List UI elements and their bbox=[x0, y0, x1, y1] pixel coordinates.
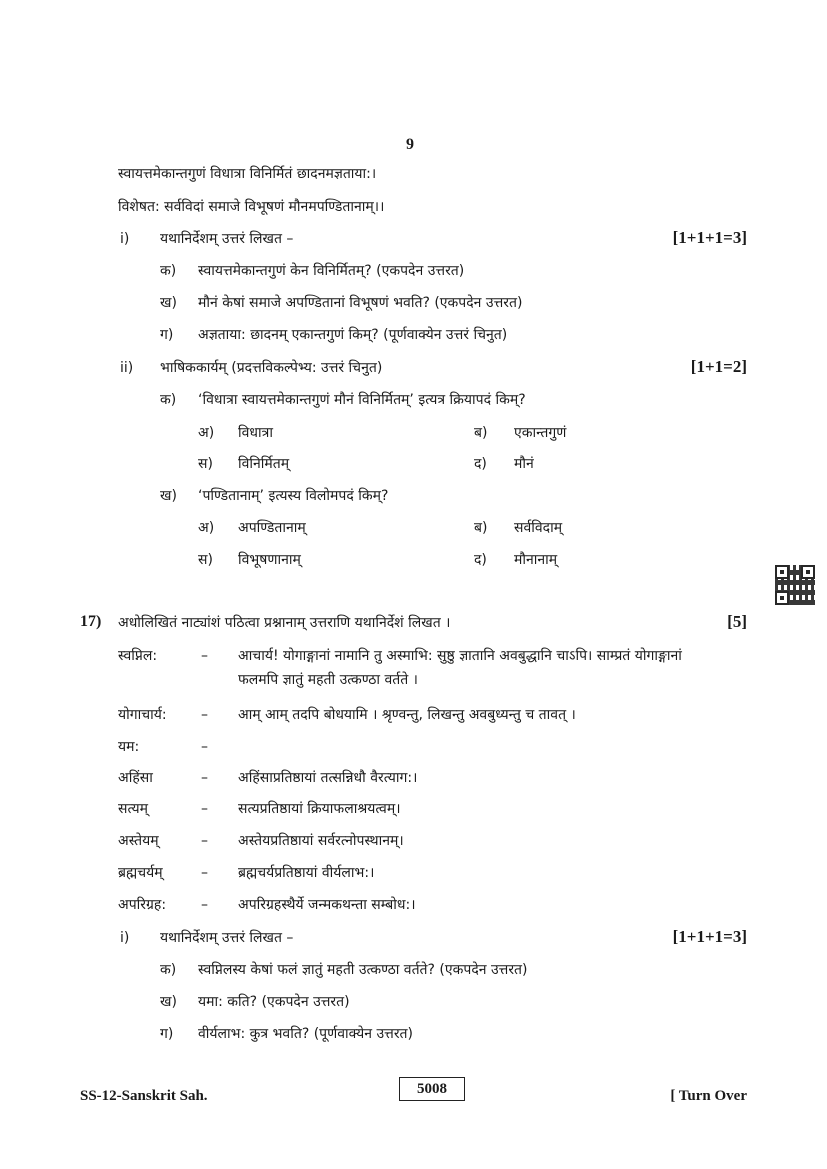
dialogue-speaker: योगाचार्य: bbox=[118, 707, 167, 723]
paper-code: SS-12-Sanskrit Sah. bbox=[80, 1088, 208, 1104]
dialogue-line: आचार्य! योगाङ्गानां नामानि तु अस्माभि: सुष्ठु ज्ञातानि अवबुद्धानि चाऽपि। साम्प्रतं योगाङ्गानां bbox=[238, 648, 682, 664]
dialogue-dash: – bbox=[201, 707, 208, 723]
option-text: विधात्रा bbox=[238, 425, 273, 441]
item-text: स्वप्निलस्य केषां फलं ज्ञातुं महती उत्कण्ठा वर्तते? (एकपदेन उत्तरत) bbox=[198, 962, 528, 978]
option-label: द) bbox=[474, 456, 487, 472]
dialogue-speaker: अपरिग्रह: bbox=[118, 897, 167, 913]
item-text: ‘पण्डितानाम्’ इत्यस्य विलोमपदं किम्? bbox=[198, 488, 389, 504]
item-label: क) bbox=[160, 962, 177, 978]
item-label: ख) bbox=[160, 994, 177, 1010]
dialogue-dash: – bbox=[201, 865, 208, 881]
dialogue-speaker: सत्यम् bbox=[118, 801, 149, 817]
item-text: मौनं केषां समाजे अपण्डितानां विभूषणं भवति? (एकपदेन उत्तरत) bbox=[198, 295, 523, 311]
option-label: अ) bbox=[198, 425, 215, 441]
option-label: ब) bbox=[474, 520, 488, 536]
dialogue-dash: – bbox=[201, 770, 208, 786]
dialogue-line: अहिंसाप्रतिष्ठायां तत्सन्निधौ वैरत्याग:। bbox=[238, 770, 418, 786]
item-label: क) bbox=[160, 263, 177, 279]
option-text: विभूषणानाम् bbox=[238, 552, 301, 568]
question-17-marks: [5] bbox=[727, 612, 747, 631]
subq-i-heading: यथानिर्देशम् उत्तरं लिखत – bbox=[160, 930, 294, 946]
dialogue-line: अस्तेयप्रतिष्ठायां सर्वरत्नोपस्थानम्। bbox=[238, 833, 404, 849]
item-text: वीर्यलाभ: कुत्र भवति? (पूर्णवाक्येन उत्तरत) bbox=[198, 1026, 413, 1042]
dialogue-speaker: अहिंसा bbox=[118, 770, 153, 786]
qr-code-icon bbox=[775, 565, 815, 605]
item-text: अज्ञताया: छादनम् एकान्तगुणं किम्? (पूर्णवाक्येन उत्तरं चिनुत) bbox=[198, 327, 508, 343]
dialogue-dash: – bbox=[201, 897, 208, 913]
subq-ii-heading: भाषिककार्यम् (प्रदत्तविकल्पेभ्य: उत्तरं चिनुत) bbox=[160, 360, 383, 376]
item-text: स्वायत्तमेकान्तगुणं केन विनिर्मितम्? (एकपदेन उत्तरत) bbox=[198, 263, 465, 279]
item-label: ख) bbox=[160, 488, 177, 504]
dialogue-line: आम् आम् तदपि बोधयामि । श्रृण्वन्तु, लिखन्तु अवबुध्यन्तु च तावत् । bbox=[238, 707, 576, 723]
dialogue-dash: – bbox=[201, 833, 208, 849]
dialogue-line: अपरिग्रहस्थैर्ये जन्मकथन्ता सम्बोध:। bbox=[238, 897, 416, 913]
item-text: ‘विधात्रा स्वायत्तमेकान्तगुणं मौनं विनिर्मितम्’ इत्यत्र क्रियापदं किम्? bbox=[198, 392, 526, 408]
option-text: विनिर्मितम् bbox=[238, 456, 290, 472]
dialogue-speaker: यम: bbox=[118, 739, 140, 755]
item-text: यमा: कति? (एकपदेन उत्तरत) bbox=[198, 994, 350, 1010]
subq-i-heading: यथानिर्देशम् उत्तरं लिखत – bbox=[160, 231, 294, 247]
option-label: ब) bbox=[474, 425, 488, 441]
question-17-number: 17) bbox=[80, 613, 102, 630]
item-label: ख) bbox=[160, 295, 177, 311]
subq-i-marks: [1+1+1=3] bbox=[672, 228, 747, 247]
option-text: मौनानाम् bbox=[514, 552, 558, 568]
dialogue-speaker: ब्रह्मचर्यम् bbox=[118, 865, 163, 881]
item-label: ग) bbox=[160, 327, 174, 343]
dialogue-dash: – bbox=[201, 648, 208, 664]
dialogue-speaker: स्वप्निल: bbox=[118, 648, 158, 664]
turn-over: [ Turn Over bbox=[670, 1088, 747, 1104]
dialogue-speaker: अस्तेयम् bbox=[118, 833, 159, 849]
item-label: क) bbox=[160, 392, 177, 408]
option-text: सर्वविदाम् bbox=[514, 520, 563, 536]
subq-i-number: i) bbox=[120, 930, 130, 946]
subq-ii-marks: [1+1=2] bbox=[690, 357, 747, 376]
option-label: द) bbox=[474, 552, 487, 568]
option-text: मौनं bbox=[514, 456, 534, 472]
paper-box-code: 5008 bbox=[399, 1077, 465, 1101]
dialogue-line: सत्यप्रतिष्ठायां क्रियाफलाश्रयत्वम्। bbox=[238, 801, 401, 817]
dialogue-dash: – bbox=[201, 739, 208, 755]
option-label: स) bbox=[198, 456, 213, 472]
dialogue-dash: – bbox=[201, 801, 208, 817]
subq-ii-number: ii) bbox=[120, 360, 134, 376]
dialogue-line: ब्रह्मचर्यप्रतिष्ठायां वीर्यलाभ:। bbox=[238, 865, 375, 881]
dialogue-line: फलमपि ज्ञातुं महती उत्कण्ठा वर्तते । bbox=[238, 672, 418, 688]
subq-i-marks: [1+1+1=3] bbox=[672, 927, 747, 946]
verse-line-2: विशेषत: सर्वविदां समाजे विभूषणं मौनमपण्डितानाम्।। bbox=[118, 199, 385, 215]
page-number: 9 bbox=[406, 136, 414, 153]
option-text: अपण्डितानाम् bbox=[238, 520, 306, 536]
verse-line-1: स्वायत्तमेकान्तगुणं विधात्रा विनिर्मितं छादनमज्ञताया:। bbox=[118, 166, 377, 182]
item-label: ग) bbox=[160, 1026, 174, 1042]
subq-i-number: i) bbox=[120, 231, 130, 247]
question-17-text: अधोलिखितं नाट्यांशं पठित्वा प्रश्नानाम् उत्तराणि यथानिर्देशं लिखत । bbox=[118, 615, 451, 631]
option-label: स) bbox=[198, 552, 213, 568]
option-text: एकान्तगुणं bbox=[514, 425, 567, 441]
option-label: अ) bbox=[198, 520, 215, 536]
